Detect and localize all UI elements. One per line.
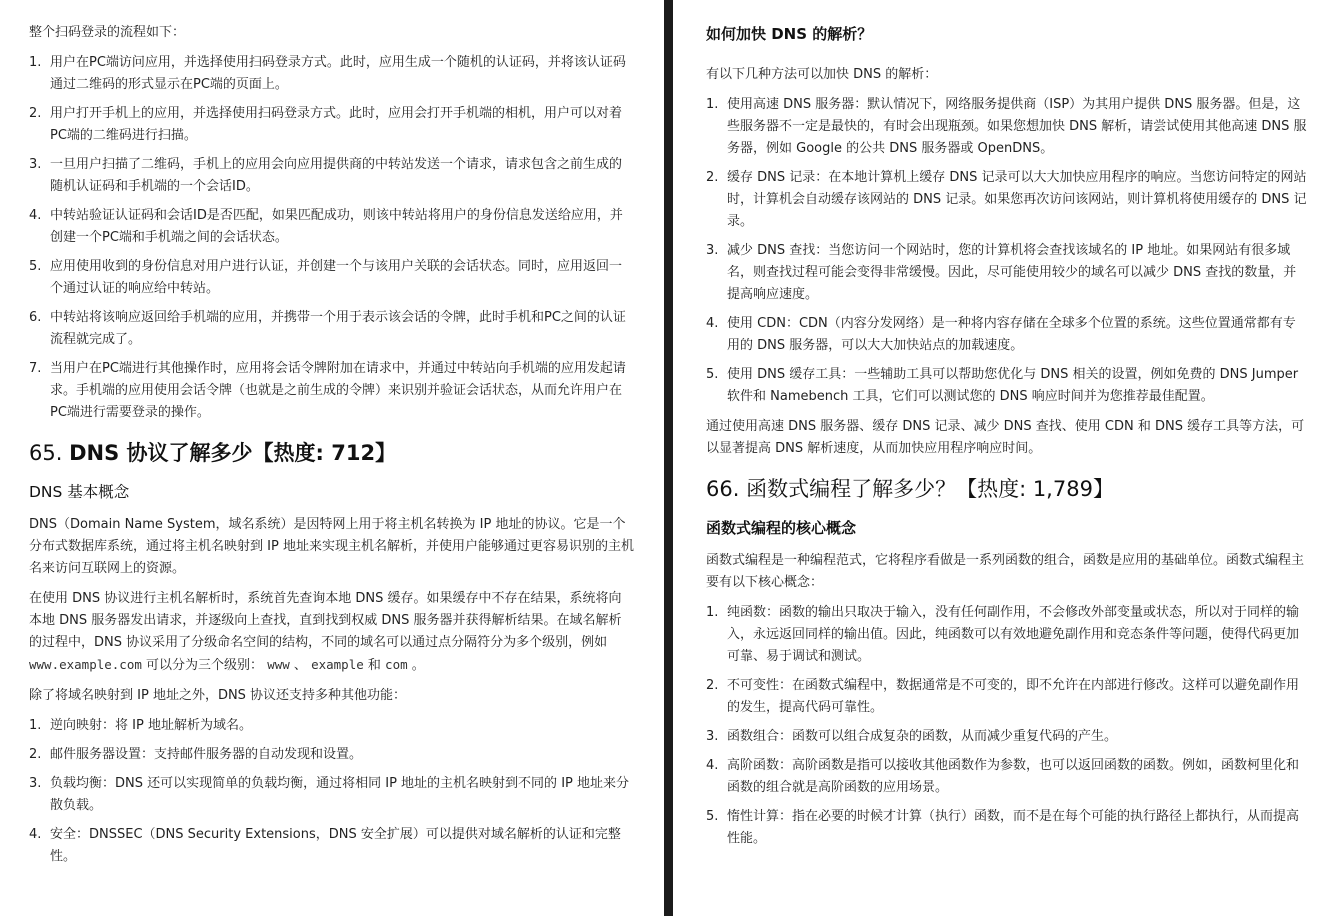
list-number: 4. [706,316,719,331]
list-number: 4. [29,827,42,842]
dns-paragraph-2-text: 在使用 DNS 协议进行主机名解析时，系统首先查询本地 DNS 缓存。如果缓存中不存在结果，系统将向本地 DNS 服务器发出请求，并逐级向上查找，直到找到权威 DNS 服务器并获得解析结果。在域名解析的过程中，DNS 协议采用了分级命名空间的结构，不同的域名可以通过点分隔符分为多个级别， [29,591,622,650]
list-item [706,726,1307,748]
list-text: 当用户在PC端进行其他操作时，应用将会话令牌附加在请求中，并通过中转站向手机端的应用发起请求。手机端的应用使用会话令牌（也就是之前生成的令牌）来识别并验证会话状态，从而允许用户在PC端进行需要登录的操作。 [50,361,626,420]
list-number: 2. [706,170,719,185]
list-number: 7. [29,361,42,376]
dns-paragraph-1: DNS（Domain Name System，域名系统）是因特网上用于将主机名转换为 IP 地址的协议。它是一个分布式数据库系统，通过将主机名映射到 IP 地址来实现主机名解析，并使用户能够通过更容易识别的主机名来访问互联网上的资源。 [29,517,634,576]
list-text: 用户打开手机上的应用，并选择使用扫码登录方式。此时，应用会打开手机端的相机，用户可以对着PC端的二维码进行扫描。 [50,106,623,143]
list-number: 3. [706,729,719,744]
dns-paragraph-3: 除了将域名映射到 IP 地址之外，DNS 协议还支持多种其他功能： [29,688,407,703]
list-text: 使用 DNS 缓存工具：一些辅助工具可以帮助您优化与 DNS 相关的设置，例如免费的 DNS Jumper 软件和 Namebench 工具，它们可以测试您的 DNS 响应时间并为您推荐最佳配置。 [727,367,1299,404]
separator: 和 [367,658,381,673]
list-text: 中转站将该响应返回给手机端的应用，并携带一个用于表示该会话的令牌，此时手机和PC之间的认证流程就完成了。 [50,310,626,347]
fp-intro: 函数式编程是一种编程范式，它将程序看做是一系列函数的组合，函数是应用的基础单位。函数式编程主要有以下核心概念： [706,553,1305,590]
qr-login-steps [29,52,634,424]
fp-core-heading: 函数式编程的核心概念 [706,519,857,537]
list-item [29,52,634,96]
dns-basic-heading: DNS 基本概念 [29,483,130,501]
separator: 。 [411,658,425,673]
list-item [706,602,1307,668]
list-item [706,675,1307,719]
list-number: 1. [706,605,719,620]
list-item [706,364,1307,408]
fp-concepts-list [706,602,1307,850]
list-text: 函数组合：函数可以组合成复杂的函数，从而减少重复代码的产生。 [727,729,1118,744]
list-text: 逆向映射：将 IP 地址解析为域名。 [50,718,252,733]
list-text: 中转站验证认证码和会话ID是否匹配，如果匹配成功，则该中转站将用户的身份信息发送给应用，并创建一个PC端和手机端之间的会话状态。 [50,208,623,245]
list-number: 1. [29,718,42,733]
list-item [706,806,1307,850]
list-text: 惰性计算：指在必要的时候才计算（执行）函数，而不是在每个可能的执行路径上都执行，从而提高性能。 [727,809,1300,846]
dns-paragraph-2 [29,588,634,677]
list-number: 2. [29,747,42,762]
list-number: 3. [29,776,42,791]
list-text: 减少 DNS 查找：当您访问一个网站时，您的计算机将会查找该域名的 IP 地址。如果网站有很多域名，则查找过程可能会变得非常缓慢。因此，尽可能使用较少的域名可以减少 DNS 查找的数量，并提高响应速度。 [727,243,1297,302]
list-number: 2. [29,106,42,121]
list-text: 一旦用户扫描了二维码，手机上的应用会向应用提供商的中转站发送一个请求，请求包含之前生成的随机认证码和手机端的一个会话ID。 [50,157,623,194]
list-number: 3. [29,157,42,172]
section-title-q65 [29,438,634,468]
list-item [29,205,634,249]
list-item [29,358,634,424]
list-text: 使用 CDN：CDN（内容分发网络）是一种将内容存储在全球多个位置的系统。这些位置通常都有专用的 DNS 服务器，可以大大加快站点的加载速度。 [727,316,1296,353]
section-title-text: DNS 协议了解多少【热度: 712】 [69,441,397,465]
list-text: 纯函数：函数的输出只取决于输入，没有任何副作用，不会修改外部变量或状态，所以对于同样的输入，永远返回同样的输出值。因此，纯函数可以有效地避免副作用和竞态条件等问题，使得代码更加可靠、易于调试和测试。 [727,605,1300,664]
dns-example-prefix: 例如 [581,635,608,650]
list-text: 邮件服务器设置：支持邮件服务器的自动发现和设置。 [50,747,363,762]
list-number: 1. [29,55,42,70]
dns-features-list [29,715,634,868]
list-number: 5. [29,259,42,274]
list-text: 高阶函数：高阶函数是指可以接收其他函数作为参数，也可以返回函数的函数。例如，函数柯里化和函数的组合就是高阶函数的应用场景。 [727,758,1300,795]
section-number: 65. [29,441,63,465]
list-item [29,307,634,351]
list-item [706,313,1307,357]
right-page [673,0,1325,916]
list-text: 缓存 DNS 记录：在本地计算机上缓存 DNS 记录可以大大加快应用程序的响应。当您访问特定的网站时，计算机会自动缓存该网站的 DNS 记录。如果您再次访问该网站，则计算机将使用缓存的 DNS 记录。 [727,170,1307,229]
list-item [29,103,634,147]
list-text: 不可变性：在函数式编程中，数据通常是不可变的，即不允许在内部进行修改。这样可以避免副作用的发生，提高代码可靠性。 [727,678,1300,715]
code-domain: www.example.com [29,657,142,672]
dns-speed-summary: 通过使用高速 DNS 服务器、缓存 DNS 记录、减少 DNS 查找、使用 CDN 和 DNS 缓存工具等方法，可以显著提高 DNS 解析速度，从而加快应用程序响应时间。 [706,419,1305,456]
list-text: 使用高速 DNS 服务器：默认情况下，网络服务提供商（ISP）为其用户提供 DNS 服务器。但是，这些服务器不一定是最快的，有时会出现瓶颈。如果您想加快 DNS 解析，请尝试使用其他高速 DNS 服务器，例如 Google 的公共 DNS 服务器或 OpenDNS。 [727,97,1307,156]
list-number: 6. [29,310,42,325]
list-item [29,824,634,868]
separator: 、 [293,658,307,673]
section-title-q66: 66. 函数式编程了解多少？【热度: 1,789】 [706,477,1114,501]
code-level-example: example [311,657,364,672]
list-item [706,240,1307,306]
list-text: 应用使用收到的身份信息对用户进行认证，并创建一个与该用户关联的会话状态。同时，应用返回一个通过认证的响应给中转站。 [50,259,623,296]
code-level-www: www [267,657,290,672]
list-number: 3. [706,243,719,258]
list-item [29,744,634,766]
list-item [29,773,634,817]
list-number: 4. [706,758,719,773]
code-level-com: com [385,657,408,672]
dns-speed-heading: 如何加快 DNS 的解析？ [706,25,873,43]
list-text: 用户在PC端访问应用，并选择使用扫码登录方式。此时，应用生成一个随机的认证码，并将该认证码通过二维码的形式显示在PC端的页面上。 [50,55,626,92]
list-number: 5. [706,367,719,382]
dns-speed-intro: 有以下几种方法可以加快 DNS 的解析： [706,67,938,82]
page-divider [664,0,673,916]
list-item [29,715,634,737]
list-item [706,755,1307,799]
list-item [706,94,1307,160]
list-number: 4. [29,208,42,223]
list-item [706,167,1307,233]
qr-login-intro: 整个扫码登录的流程如下： [29,25,186,40]
list-number: 5. [706,809,719,824]
list-number: 1. [706,97,719,112]
list-text: 负载均衡：DNS 还可以实现简单的负载均衡，通过将相同 IP 地址的主机名映射到不同的 IP 地址来分散负载。 [50,776,629,813]
list-text: 安全：DNSSEC（DNS Security Extensions，DNS 安全扩展）可以提供对域名解析的认证和完整性。 [50,827,621,864]
dns-example-mid: 可以分为三个级别： [146,658,264,673]
list-item [29,154,634,198]
dns-speed-list [706,94,1307,408]
list-number: 2. [706,678,719,693]
list-item [29,256,634,300]
